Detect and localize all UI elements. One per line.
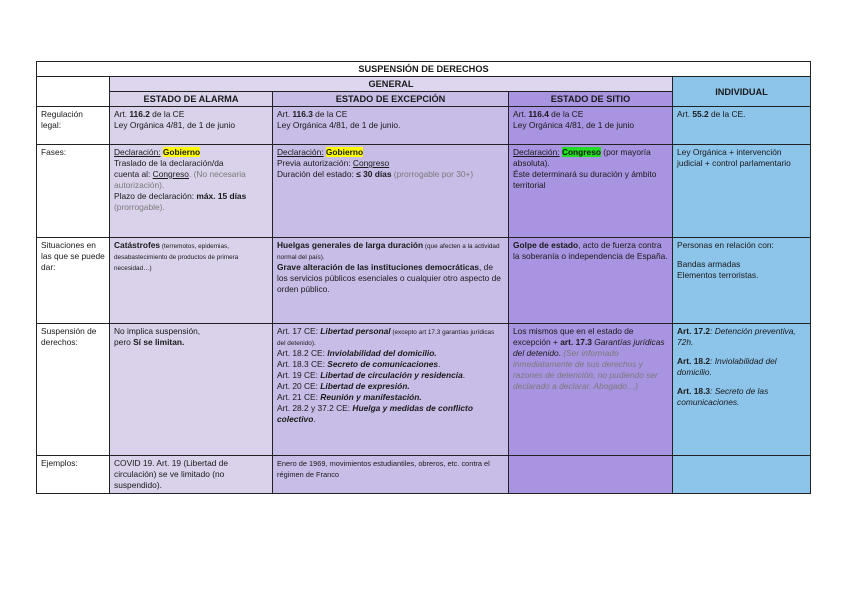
header-individual: INDIVIDUAL (673, 77, 811, 107)
corner-cell (37, 77, 110, 107)
cell-situaciones-alarma: Catástrofes (terremotos, epidemias, desabastecimiento de productos de primera necesidad…) (110, 238, 273, 324)
cell-suspension-sitio: Los mismos que en el estado de excepción + art. 17.3 Garantías jurídicas del detenido. (Ser informado inmediatamente de sus derechos y razones de detención, no pudiendo ser declarado a declarar. Abogado…) (509, 324, 673, 456)
cell-fases-excepcion: Declaración: Gobierno Previa autorización: Congreso Duración del estado: ≤ 30 días (prorrogable por 30+) (273, 145, 509, 238)
header-alarma: ESTADO DE ALARMA (110, 92, 273, 107)
list-item: Art. 28.2 y 37.2 CE: Huelga y medidas de conflicto colectivo. (277, 403, 473, 424)
row-situaciones (37, 238, 811, 324)
header-general: GENERAL (110, 77, 673, 92)
list-item: Art. 17.2: Detención preventiva, 72h. (677, 326, 796, 347)
list-item: Art. 17 CE: Libertad personal (excepto art 17.3 garantías jurídicas del detenido). (277, 326, 495, 347)
list-item: Art. 19 CE: Libertad de circulación y residencia. (277, 370, 466, 380)
cell-suspension-individual (673, 324, 811, 456)
list-item: Art. 18.2 CE: Inviolabilidad del domicilio. (277, 348, 437, 358)
cell-fases-sitio: Declaración: Congreso (por mayoría absoluta). Éste determinará su duración y ámbito territorial (509, 145, 673, 238)
rights-suspension-table (36, 61, 811, 494)
cell-situaciones-sitio: Golpe de estado, acto de fuerza contra la soberanía o independencia de España. (509, 238, 673, 324)
cell-regulacion-sitio: Art. 116.4 de la CE Ley Orgánica 4/81, de 1 de junio (509, 107, 673, 145)
header-sitio: ESTADO DE SITIO (509, 92, 673, 107)
list-item: Art. 21 CE: Reunión y manifestación. (277, 392, 422, 402)
row-label-fases: Fases: (37, 145, 110, 238)
row-label-situaciones: Situaciones en las que se puede dar: (37, 238, 110, 324)
row-label-suspension: Suspensión de derechos: (37, 324, 110, 456)
row-label-regulacion: Regulación legal: (37, 107, 110, 145)
cell-regulacion-individual: Art. 55.2 de la CE. (673, 107, 811, 145)
cell-ejemplos-individual (673, 456, 811, 494)
list-item: Art. 20 CE: Libertad de expresión. (277, 381, 410, 391)
row-label-ejemplos: Ejemplos: (37, 456, 110, 494)
cell-situaciones-excepcion: Huelgas generales de larga duración (que afecten a la actividad normal del país). Grave alteración de las instituciones democráticas, de los servicios públicos esenciales o cualquier otro aspecto de orden público. (273, 238, 509, 324)
row-suspension (37, 324, 811, 456)
row-ejemplos (37, 456, 811, 494)
cell-fases-individual: Ley Orgánica + intervención judicial + control parlamentario (673, 145, 811, 238)
list-item: Art. 18.2: Inviolabilidad del domicilio. (677, 356, 777, 377)
cell-ejemplos-excepcion: Enero de 1969, movimientos estudiantiles, obreros, etc. contra el régimen de Franco (273, 456, 509, 494)
row-fases (37, 145, 811, 238)
list-item: Art. 18.3: Secreto de las comunicaciones. (677, 386, 769, 407)
cell-suspension-excepcion (273, 324, 509, 456)
list-item: Art. 18.3 CE: Secreto de comunicaciones. (277, 359, 441, 369)
cell-regulacion-alarma: Art. 116.2 de la CE Ley Orgánica 4/81, de 1 de junio (110, 107, 273, 145)
cell-ejemplos-alarma: COVID 19. Art. 19 (Libertad de circulación) se ve limitado (no suspendido). (110, 456, 273, 494)
cell-fases-alarma: Declaración: Gobierno Traslado de la declaración/da cuenta al: Congreso. (No necesaria autorización). Plazo de declaración: máx. 15 días (prorrogable). (110, 145, 273, 238)
cell-situaciones-individual: Personas en relación con: Bandas armadas Elementos terroristas. (673, 238, 811, 324)
table-title: SUSPENSIÓN DE DERECHOS (37, 62, 811, 77)
cell-regulacion-excepcion: Art. 116.3 de la CE Ley Orgánica 4/81, de 1 de junio. (273, 107, 509, 145)
cell-suspension-alarma: No implica suspensión, pero Sí se limitan. (110, 324, 273, 456)
header-excepcion: ESTADO DE EXCEPCIÓN (273, 92, 509, 107)
cell-ejemplos-sitio (509, 456, 673, 494)
row-regulacion (37, 107, 811, 145)
